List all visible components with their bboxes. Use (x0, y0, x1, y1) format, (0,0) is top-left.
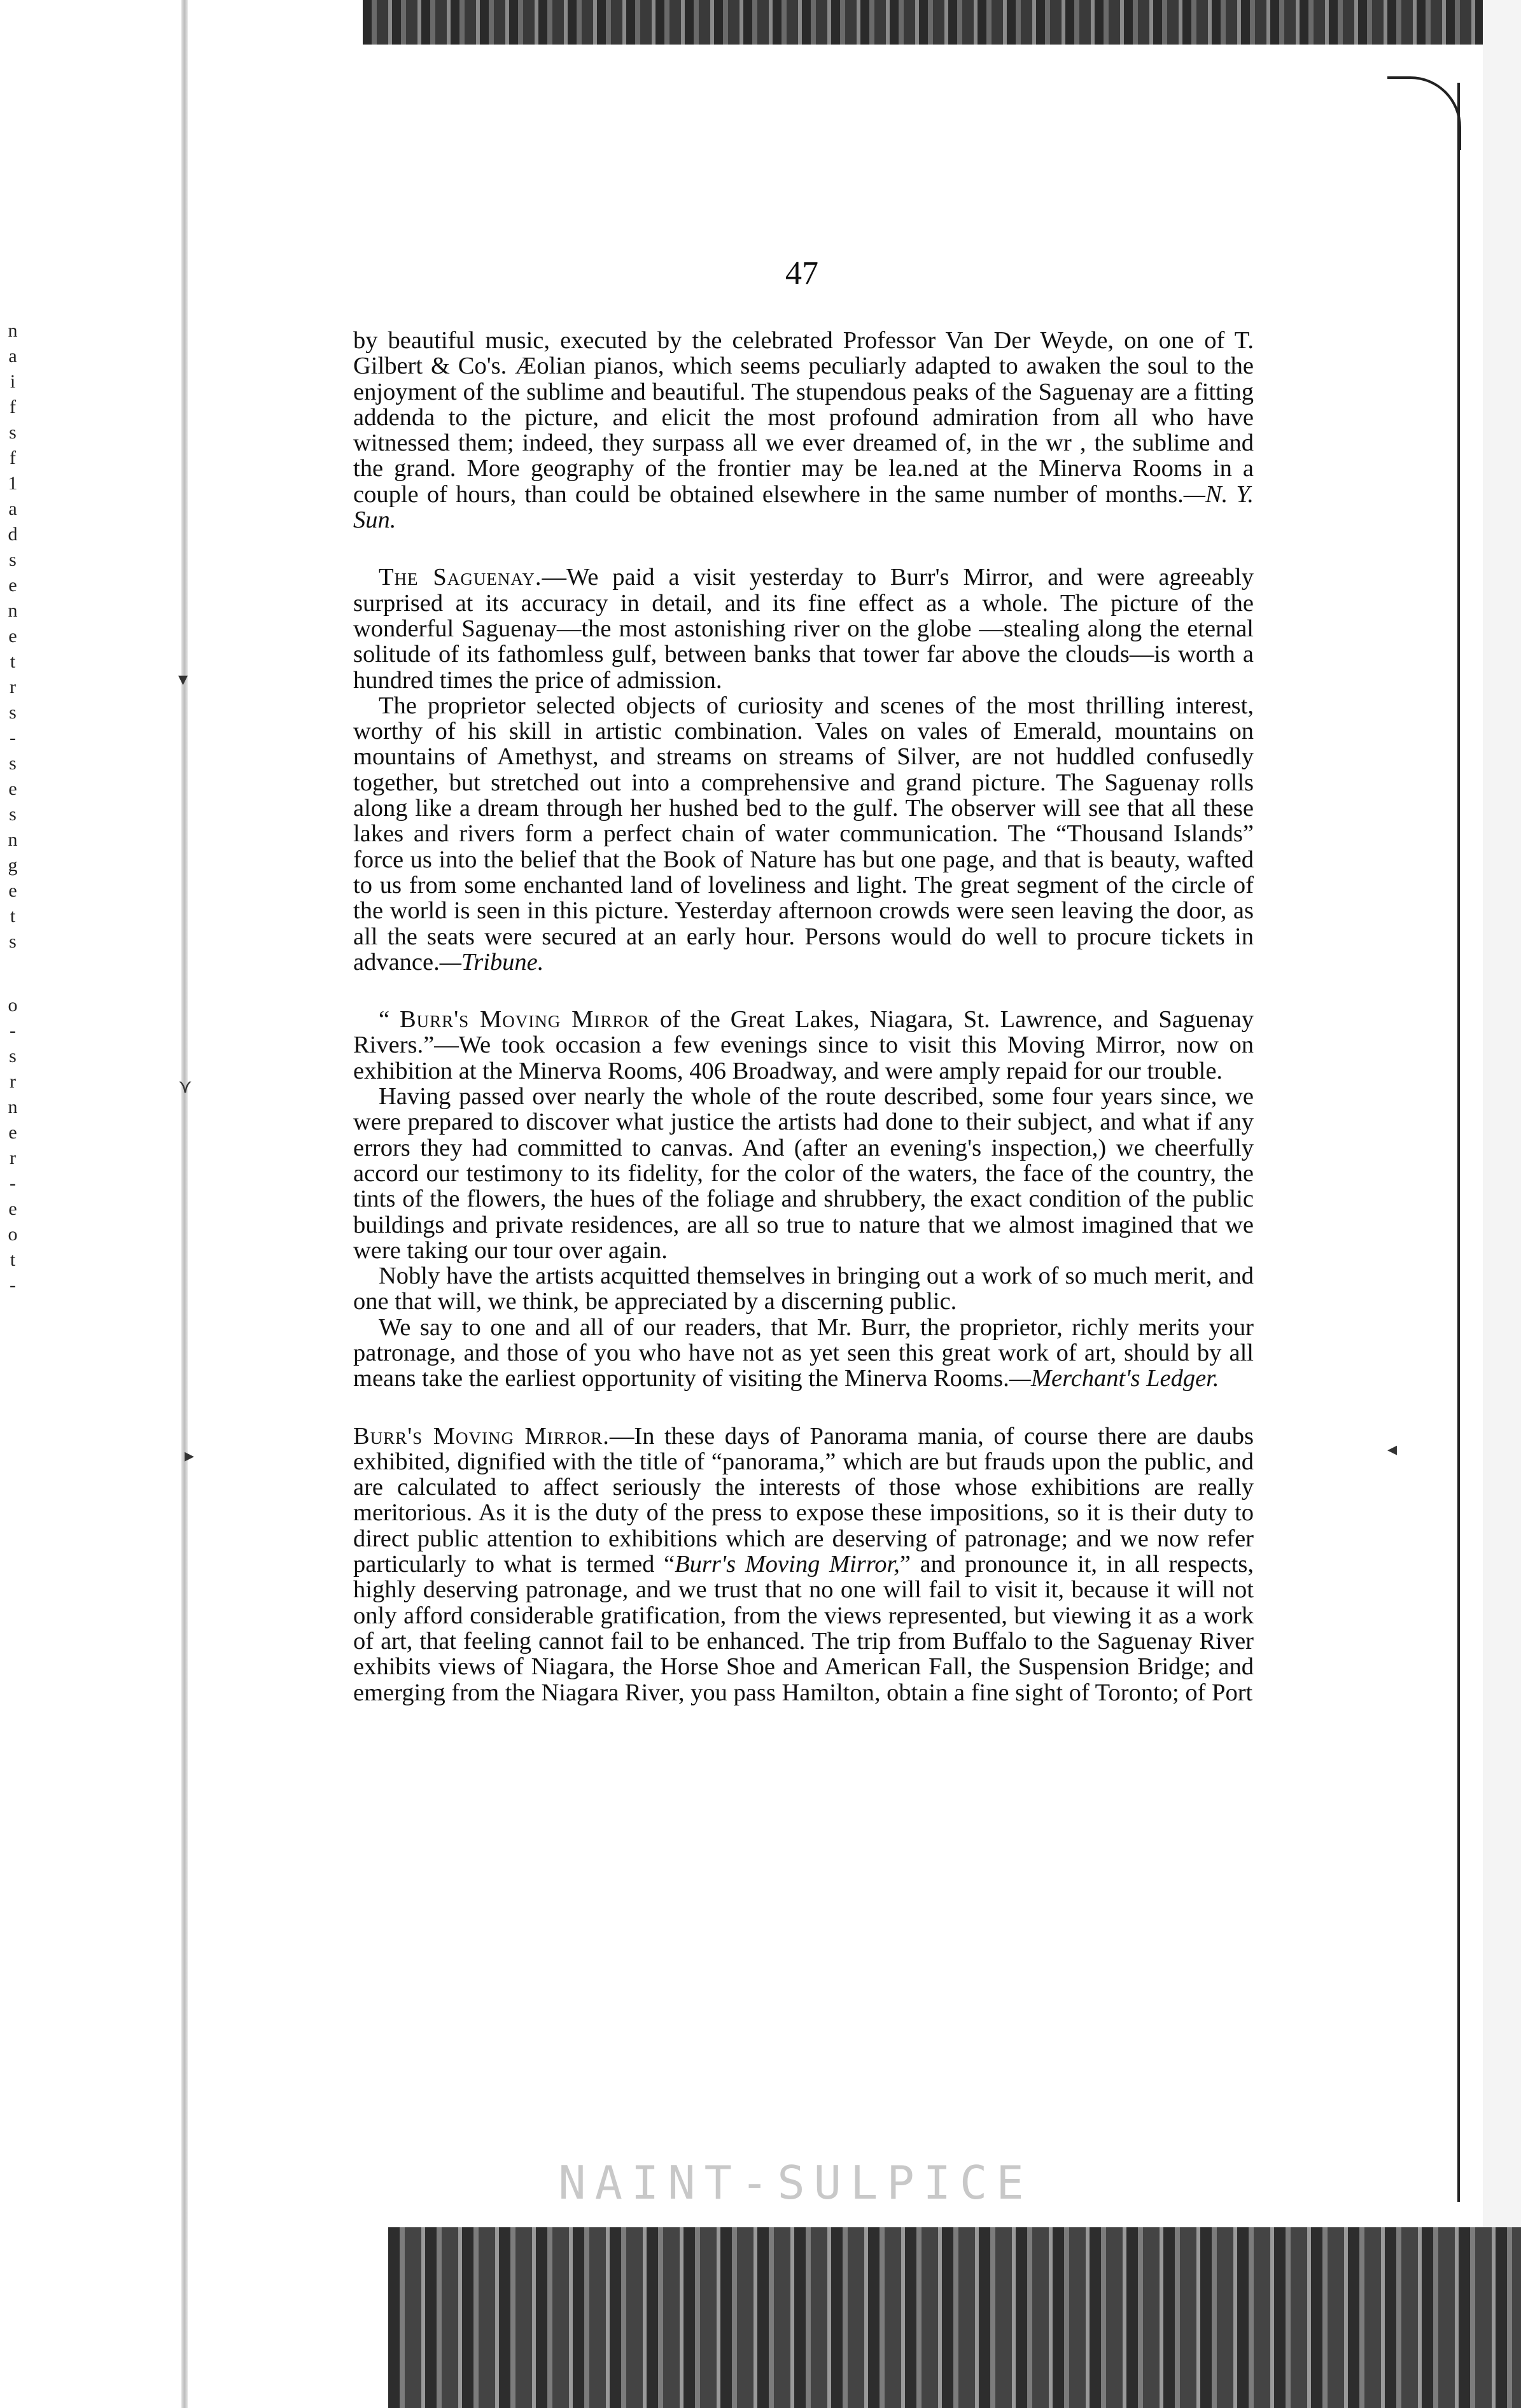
margin-letter: 1 (8, 473, 18, 494)
margin-letter: e (8, 1122, 17, 1143)
margin-letter: - (10, 1020, 16, 1041)
margin-letter: n (8, 829, 18, 850)
margin-letter: s (9, 1046, 17, 1067)
binding-mark: ⋎ (178, 1076, 192, 1097)
margin-letter: e (8, 1198, 17, 1219)
article-column (353, 328, 1254, 1705)
margin-letter: d (8, 524, 18, 545)
paragraph (353, 328, 1254, 533)
scanner-border-bottom (388, 2227, 1521, 2408)
margin-letter: - (10, 1275, 16, 1296)
fragment-gap (0, 955, 25, 993)
paragraph (353, 1084, 1254, 1263)
book-spine (181, 0, 188, 2408)
margin-letter: g (8, 855, 18, 876)
margin-letter: t (10, 651, 16, 672)
page-corner (1387, 76, 1461, 150)
margin-letter: s (9, 549, 17, 570)
binding-mark: ▾ (178, 669, 188, 690)
margin-letter: r (10, 1071, 16, 1092)
paragraph-text: of the Great Lakes, Niagara, St. Lawrence, and Saguenay Rivers.”—We took occasion a few evenings since to visit this Moving Mirror, now on exhibition at the Minerva Rooms, 406 Broadway, and were amply repaid for our trouble. (353, 1006, 1254, 1084)
paragraph-text: ” and pronounce it, in all respects, highly deserving patronage, and we trust that no one will fail to visit it, because it will not only afford considerable gratification, from the views represented, but viewing it as a work of art, that feeling cannot fail to be enhanced. The trip from Buffalo to the Saguenay River exhibits views of Niagara, the Horse Shoe and American Fall, the Suspension Bridge; and emerging from the Niagara River, you pass Hamilton, obtain a fine sight of Toronto; of Port (353, 1551, 1254, 1706)
source-citation: —N. Y. Sun. (353, 480, 1254, 534)
margin-letter: s (9, 804, 17, 825)
binding-mark: ▸ (185, 1445, 195, 1466)
margin-letter: r (10, 676, 16, 697)
margin-letter: e (8, 880, 17, 901)
paragraph-text: Having passed over nearly the whole of the route described, some four years since, we were prepared to discover what justice the artists had done to their subject, and what if any errors they had committed to canvas. And (after an evening's inspection,) we cheerfully accord our testimony to its fidelity, for the color of the waters, the face of the country, the tints of the flowers, the hues of the foliage and shrubbery, the exact condition of the public buildings and private residences, are all so true to nature that we almost imagined that we were taking our tour over again. (353, 1083, 1254, 1264)
margin-letter: n (8, 600, 18, 621)
margin-letter: e (8, 778, 17, 799)
paragraph-text: by beautiful music, executed by the celebrated Professor Van Der Weyde, on one of T. Gilbert & Co's. Æolian pianos, which seems peculiarly adapted to awaken the soul to the enjoyment of the sublime and beautiful. The stupendous peaks of the Saguenay are a fitting addenda to the picture, and elicit the most profound admiration from all who have witnessed them; indeed, they surpass all we ever dreamed of, in the wr , the sublime and the grand. More geography of the frontier may be lea.ned at the Minerva Rooms in a couple of hours, than could be obtained elsewhere in the same number of months. (353, 327, 1254, 508)
ink-speck: ◂ (1387, 1439, 1398, 1460)
paragraph-text: —We paid a visit yesterday to Burr's Mirror, and were agreeably surprised at its accuracy in detail, and its fine effect as a whole. The picture of the wonderful Saguenay—the most astonishing river on the globe —stealing along the eternal solitude of its fathomless gulf, between banks that tower far above the clouds—is worth a hundred times the price of admission. (353, 564, 1254, 694)
page-edge (1457, 83, 1460, 2202)
page-number: 47 (785, 255, 818, 291)
margin-letter: s (9, 931, 17, 952)
paragraph-text: —In these days of Panorama mania, of course there are daubs exhibited, dignified with the title of “panorama,” which are but frauds upon the public, and are calculated to affect seriously the interests of those whose exhibitions are really meritorious. As it is the duty of the press to expose these impositions, so it is their duty to direct public attention to exhibitions which are deserving of patronage; and we now refer particularly to what is termed “ (353, 1422, 1254, 1578)
source-citation: —Merchant's Ledger. (1009, 1365, 1219, 1392)
paragraph (353, 1007, 1254, 1084)
margin-letter: t (10, 906, 16, 927)
paragraph-text: Burr's Moving Mirror, (675, 1551, 900, 1578)
margin-letter: t (10, 1249, 16, 1270)
scanner-border-top (363, 0, 1521, 45)
paragraph-heading: The Saguenay. (379, 564, 542, 591)
facing-page-fragments (0, 318, 25, 1298)
paragraph-text: We say to one and all of our readers, that Mr. Burr, the proprietor, richly merits your patronage, and those of you who have not as yet seen this great work of art, should by all means take the earliest opportunity of visiting the Minerva Rooms. (353, 1313, 1254, 1392)
paragraph-heading: Burr's Moving Mirror. (353, 1422, 610, 1450)
paragraph-heading: Burr's Moving Mirror (400, 1006, 650, 1033)
margin-letter: n (8, 320, 18, 341)
scanner-border-right (1483, 0, 1521, 2408)
paragraph (353, 1315, 1254, 1392)
margin-letter: f (10, 447, 16, 468)
paragraph (353, 693, 1254, 975)
paragraph-text: Nobly have the artists acquitted themselves in bringing out a work of so much merit, and one that will, we think, be appreciated by a discerning public. (353, 1263, 1254, 1315)
margin-letter: a (8, 498, 17, 519)
margin-letter: n (8, 1096, 18, 1117)
source-citation: —Tribune. (439, 948, 544, 976)
margin-letter: s (9, 702, 17, 723)
paragraph (353, 1263, 1254, 1315)
margin-letter: i (10, 371, 16, 392)
margin-letter: f (10, 396, 16, 417)
paragraph-text: “ (379, 1006, 400, 1033)
margin-letter: e (8, 575, 17, 596)
paragraph (353, 564, 1254, 692)
margin-letter: a (8, 346, 17, 367)
margin-letter: - (10, 1173, 16, 1194)
margin-letter: r (10, 1147, 16, 1168)
margin-letter: - (10, 727, 16, 748)
library-stamp: NAINT-SULPICE (558, 2156, 1033, 2209)
margin-letter: o (8, 1224, 18, 1245)
paragraph-text: The proprietor selected objects of curiosity and scenes of the most thrilling interest, worthy of his skill in artistic combination. Vales on vales of Emerald, mountains on mountains of Amethyst, and streams on streams of Silver, are not huddled confusedly together, but stretched out into a comprehensive and grand picture. The Saguenay rolls along like a dream through her hushed bed to the gulf. The observer will see that all these lakes and rivers form a perfect chain of water communication. The “Thousand Islands” force us into the belief that the Book of Nature has but one page, and that is beauty, wafted to us from some enchanted land of loveliness and light. The great segment of the circle of the world is seen in this picture. Yesterday afternoon crowds were seen leaving the door, as all the seats were secured at an early hour. Persons would do well to procure tickets in advance. (353, 692, 1254, 976)
margin-letter: o (8, 995, 18, 1016)
margin-letter: s (9, 753, 17, 774)
margin-letter: s (9, 422, 17, 443)
margin-letter: e (8, 626, 17, 647)
paragraph (353, 1424, 1254, 1705)
